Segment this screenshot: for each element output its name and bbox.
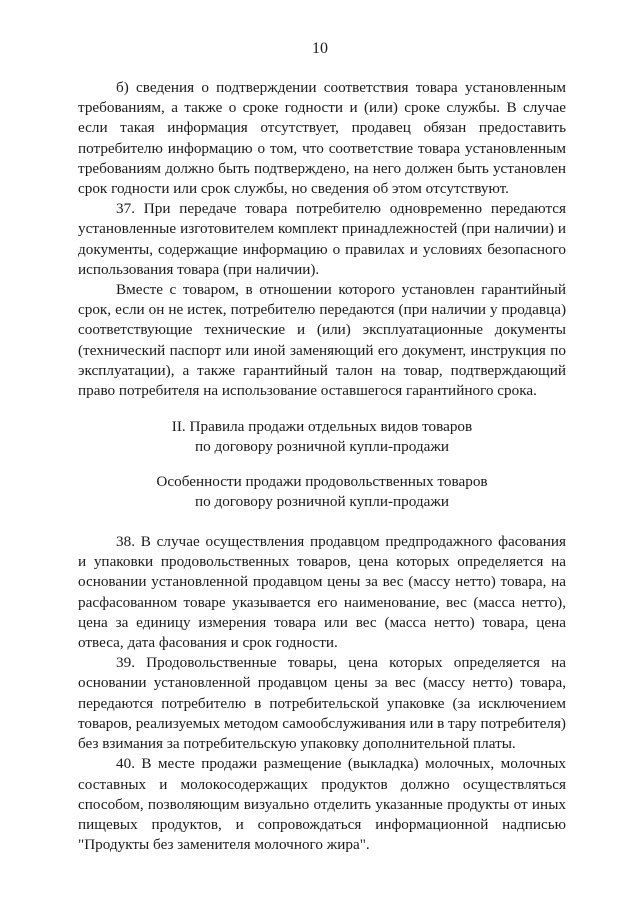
- subsection-heading-line-2: по договору розничной купли-продажи: [194, 492, 450, 510]
- paragraph-37-continued: Вместе с товаром, в отношении которого установлен гарантийный срок, если он не истек, потребителю передаются (при наличии у продавца) соответствующие технические и (или) эксплуатационные документы (технический паспорт или иной заменяющий его документ, инструкция по эксплуатации), а также гарантийный талон на товар, подтверждающий право потребителя на использование оставшегося гарантийного срока.: [78, 281, 566, 400]
- paragraph-38: 38. В случае осуществления продавцом предпродажного фасования и упаковки продовольственных товаров, цена которых определяется на основании установленной продавцом цены за вес (массу нетто) товара, на расфасованном товаре указывается его наименование, вес (масса нетто), цена за единицу измерения товара или вес (масса нетто) товара, цена отвеса, дата фасования и срок годности.: [78, 533, 566, 652]
- page-number: 10: [312, 40, 328, 57]
- subsection-heading-line-1: Особенности продажи продовольственных товаров: [156, 472, 488, 490]
- paragraph-40: 40. В месте продажи размещение (выкладка) молочных, молочных составных и молокосодержащих продуктов должно осуществляться способом, позволяющим визуально отделить указанные продукты от иных пищевых продуктов, и сопровождаться информационной надписью "Продукты без заменителя молочного жира".: [78, 755, 566, 854]
- section-heading: [78, 417, 566, 457]
- section-heading-line-1: II. Правила продажи отдельных видов товаров: [171, 418, 473, 436]
- section-heading-line-2: по договору розничной купли-продажи: [194, 438, 450, 456]
- document-body: [78, 78, 566, 855]
- paragraph-item-b: б) сведения о подтверждении соответствия товара установленным требованиям, а также о сроке годности и (или) сроке службы. В случае если такая информация отсутствует, продавец обязан предоставить потребителю информацию о том, что соответствие товара установленным требованиям должно быть подтверждено, на него должен быть установлен срок годности или срок службы, но сведения об этом отсутствуют.: [78, 79, 566, 198]
- paragraph-39: 39. Продовольственные товары, цена которых определяется на основании установленной продавцом цены за вес (массу нетто) товара, передаются потребителю в потребительской упаковке (за исключением товаров, реализуемых методом самообслуживания или в тару потребителя) без взимания за потребительскую упаковку дополнительной платы.: [78, 654, 566, 753]
- subsection-heading: [78, 472, 566, 512]
- paragraph-37: 37. При передаче товара потребителю одновременно передаются установленные изготовителем комплект принадлежностей (при наличии) и документы, содержащие информацию о правилах и условиях безопасного использования товара (при наличии).: [78, 200, 566, 278]
